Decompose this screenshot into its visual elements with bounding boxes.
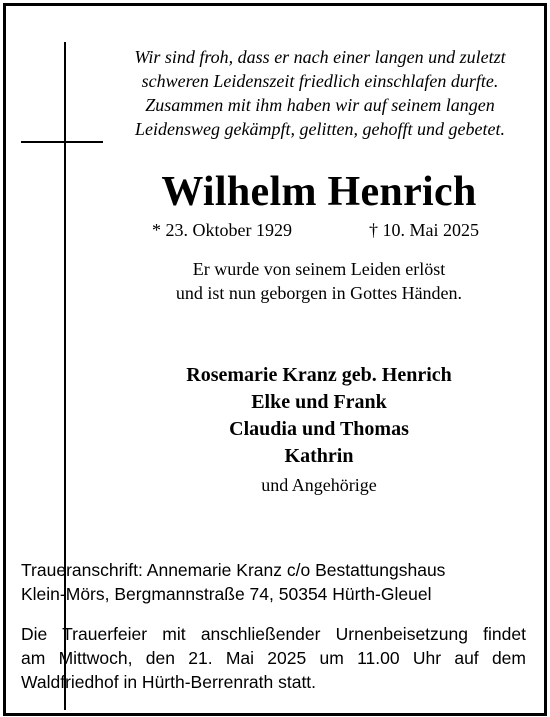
address-block: [21, 558, 526, 606]
message-line: Er wurde von seinem Leiden erlöst: [192, 259, 446, 279]
mourner-name: Elke und Frank: [251, 391, 387, 413]
address-line: Klein-Mörs, Bergmannstraße 74, 50354 Hürth-Gleuel: [21, 584, 432, 604]
ceremony-line: am Mittwoch, den 21. Mai 2025 um 11.00 Uhr auf dem: [21, 648, 526, 668]
ceremony-line: Waldfriedhof in Hürth-Berrenrath statt.: [21, 672, 317, 692]
verse-line: schweren Leidenszeit friedlich einschlafen durfte.: [141, 71, 499, 91]
deceased-name: Wilhelm Henrich: [161, 169, 477, 215]
mourners-block: [120, 362, 518, 470]
ceremony-block: [21, 622, 526, 694]
birth-date: * 23. Oktober 1929: [152, 220, 292, 240]
address-line: Traueranschrift: Annemarie Kranz c/o Bestattungshaus: [21, 560, 446, 580]
verse-line: Wir sind froh, dass er nach einer langen und zuletzt: [134, 47, 506, 67]
verse-line: Leidensweg gekämpft, gelitten, gehofft und gebetet.: [135, 119, 505, 139]
verse-line: Zusammen mit ihm haben wir auf seinem langen: [145, 95, 495, 115]
ceremony-line: Die Trauerfeier mit anschließender Urnenbeisetzung findet: [21, 624, 526, 644]
message-block: [120, 257, 518, 305]
message-line: und ist nun geborgen in Gottes Händen.: [175, 283, 463, 303]
relatives-line: und Angehörige: [261, 475, 377, 495]
mourner-name: Rosemarie Kranz geb. Henrich: [186, 364, 452, 386]
mourner-name: Kathrin: [284, 445, 354, 467]
verse-block: [105, 45, 535, 141]
cross-horizontal-bar: [21, 141, 103, 143]
death-date: † 10. Mai 2025: [369, 220, 479, 240]
mourner-name: Claudia und Thomas: [229, 418, 409, 440]
